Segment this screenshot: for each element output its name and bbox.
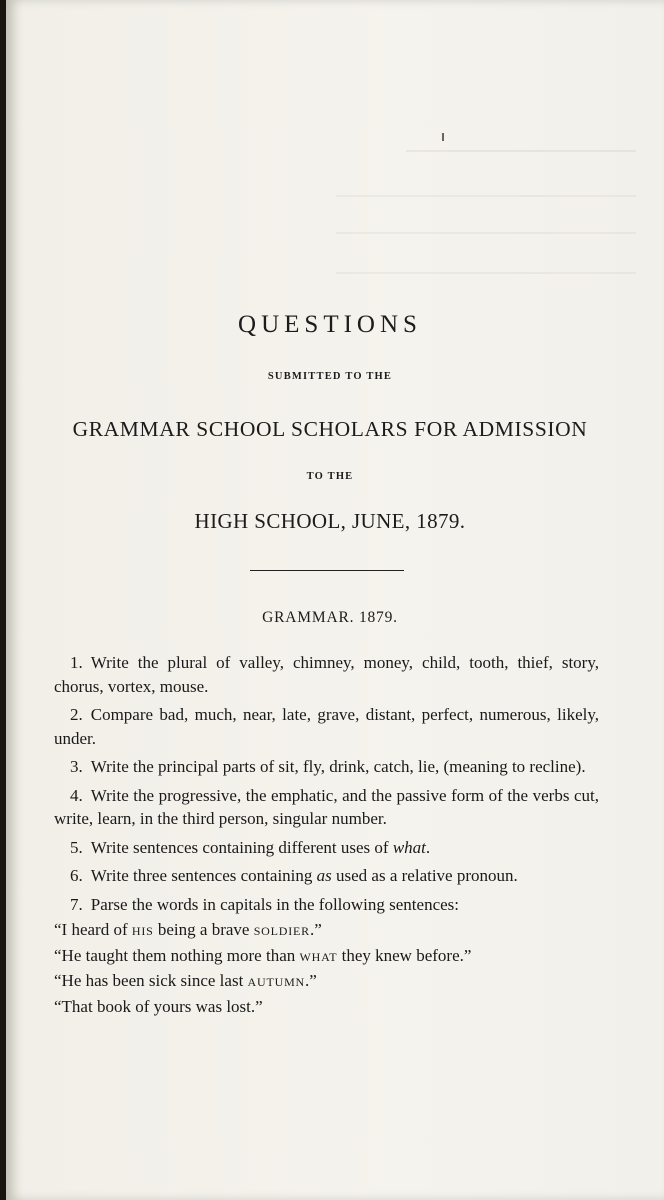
print-mark: [442, 133, 444, 141]
show-through: [336, 195, 636, 197]
school-date-line: HIGH SCHOOL, JUNE, 1879.: [194, 509, 466, 533]
sentence-item: “He has been sick since last AUTUMN.”: [54, 971, 317, 990]
submitted-line: SUBMITTED TO THE: [267, 371, 393, 382]
question-item: 1. Write the plural of valley, chimney, money, child, tooth, thief, story, chorus, vortex, mouse.: [54, 653, 599, 696]
book-page: [6, 0, 664, 1200]
question-item: 5. Write sentences containing different uses of what.: [70, 837, 431, 857]
sentence-item: “That book of yours was lost.”: [54, 996, 263, 1016]
question-item: 3. Write the principal parts of sit, fly, drink, catch, lie, (meaning to recline).: [70, 757, 586, 776]
question-list: [54, 651, 599, 1018]
question-item: 6. Write three sentences containing as used as a relative pronoun.: [70, 866, 518, 885]
question-item: 4. Write the progressive, the emphatic, and the passive form of the verbs cut, write, learn, in the third person, singular number.: [54, 785, 599, 828]
show-through: [406, 150, 636, 152]
question-item: 7. Parse the words in capitals in the following sentences:: [70, 894, 459, 914]
parse-sentences: [54, 918, 599, 1018]
page-title: QUESTIONS: [238, 311, 422, 338]
divider-rule: [250, 570, 404, 571]
scholars-line: GRAMMAR SCHOOL SCHOLARS FOR ADMISSION: [72, 417, 588, 441]
show-through: [336, 232, 636, 234]
question-item: 2. Compare bad, much, near, late, grave, distant, perfect, numerous, likely, under.: [54, 705, 599, 748]
show-through: [336, 272, 636, 274]
sentence-item: “I heard of HIS being a brave SOLDIER.”: [54, 920, 322, 939]
sentence-item: “He taught them nothing more than WHAT they knew before.”: [54, 945, 472, 965]
to-the-line: TO THE: [306, 471, 354, 482]
section-title: GRAMMAR. 1879.: [262, 609, 398, 626]
